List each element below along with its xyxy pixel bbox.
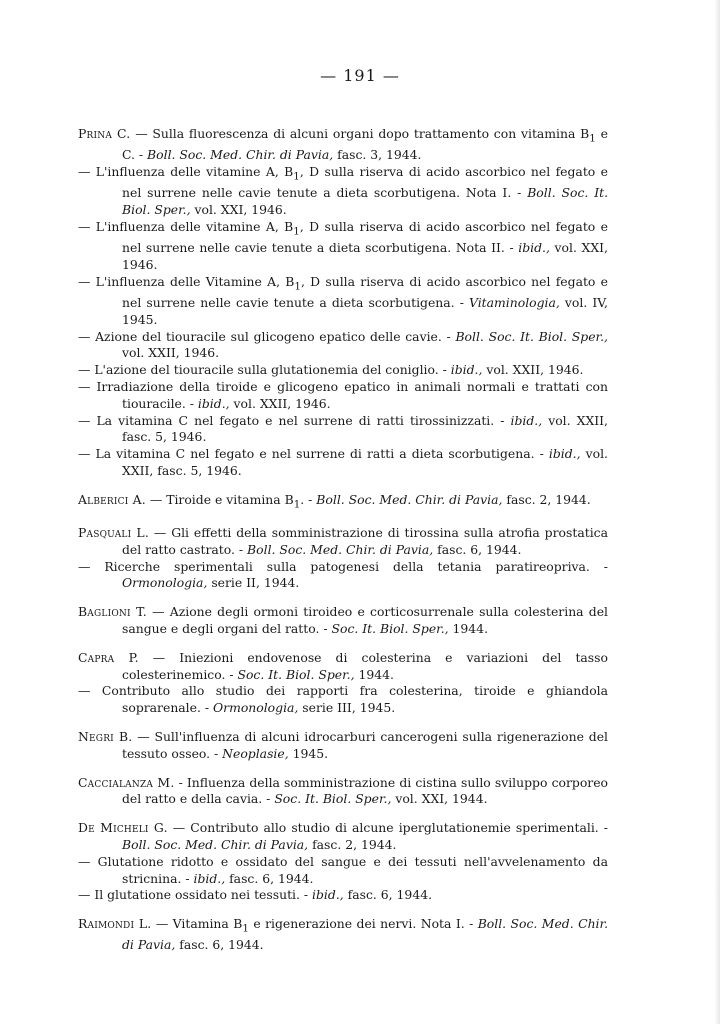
journal-name: ibid., bbox=[510, 412, 543, 428]
reference-line bbox=[78, 525, 608, 559]
reference-text: — Sull'influenza di alcuni idrocarburi cancerogeni sulla rigenerazione del tessuto osseo. - bbox=[122, 729, 608, 761]
reference-text: - Influenza della somministrazione di cistina sullo sviluppo corporeo del ratto e della cavia. - bbox=[122, 774, 608, 807]
author-name: Alberici A. bbox=[78, 491, 146, 507]
subscript: 1 bbox=[294, 280, 301, 293]
reference-detail: fasc. 6, 1944. bbox=[343, 887, 433, 903]
reference-text: — Contributo allo studio dei rapporti fra colesterina, tiroide e ghiandola soprarenale. - bbox=[78, 683, 608, 716]
reference-detail: vol. XXII, fasc. 5, 1946. bbox=[122, 446, 608, 479]
reference-line bbox=[78, 274, 608, 329]
subscript: 1 bbox=[293, 170, 300, 183]
reference-line bbox=[78, 164, 608, 219]
reference-line bbox=[78, 916, 608, 954]
reference-detail: vol. XXI, 1946. bbox=[190, 202, 287, 218]
journal-name: Soc. It. Biol. Sper., bbox=[331, 621, 449, 637]
journal-name: Boll. Soc. It. Biol. Sper., bbox=[455, 328, 608, 344]
reference-text: — Gli effetti della somministrazione di tirossina sulla atrofia prostatica del ratto castrato. - bbox=[122, 525, 608, 557]
journal-name: ibid., bbox=[450, 362, 483, 378]
reference-text: — L'influenza delle vitamine A, B bbox=[78, 218, 294, 234]
journal-name: ibid., bbox=[193, 870, 226, 886]
reference-line bbox=[78, 413, 608, 447]
journal-name: Ormonologia, bbox=[212, 700, 299, 716]
reference-text: — Glutatione ridotto e ossidato del sangue e dei tessuti nell'avvelenamento da stricnina. - bbox=[78, 853, 608, 886]
reference-detail: fasc. 6, 1944. bbox=[225, 870, 314, 886]
reference-detail: 1945. bbox=[288, 745, 329, 761]
reference-text: — Azione degli ormoni tiroideo e corticosurrenale sulla colesterina del sangue e degli organi del ratto. - bbox=[122, 604, 608, 637]
reference-text: , D sulla riserva di acido ascorbico nel fegato e nel surrene nelle cavie tenute a dieta scorbutigena. Nota I. - bbox=[122, 164, 608, 201]
reference-text: — Contributo allo studio di alcune iperglutationemie sperimentali. - bbox=[167, 820, 608, 836]
reference-text: — Il glutatione ossidato nei tessuti. - bbox=[78, 887, 313, 903]
author-name: De Micheli G. bbox=[78, 820, 168, 836]
reference-detail: vol. IV, 1945. bbox=[122, 295, 609, 327]
bibliography-entry bbox=[78, 775, 608, 809]
reference-text: — Tiroide e vitamina B bbox=[145, 491, 294, 507]
reference-text: , D sulla riserva di acido ascorbico nel fegato e nel surrene nelle cavie tenute a dieta scorbutigena. - bbox=[122, 273, 608, 311]
reference-text: — La vitamina C nel fegato e nel surrene di ratti a dieta scorbutigena. - bbox=[78, 446, 549, 462]
author-name: Baglioni T. bbox=[78, 604, 147, 620]
reference-text: — Azione del tiouracile sul glicogeno epatico delle cavie. - bbox=[78, 328, 456, 344]
journal-name: Boll. Soc. It. Biol. Sper., bbox=[122, 185, 609, 218]
reference-detail: vol. XXI, 1946. bbox=[122, 240, 608, 272]
reference-detail: fasc. 6, 1944. bbox=[433, 541, 522, 557]
reference-line bbox=[78, 650, 608, 684]
journal-name: Soc. It. Biol. Sper., bbox=[237, 666, 355, 682]
bibliography-entry bbox=[78, 916, 608, 954]
journal-name: Ormonologia, bbox=[122, 575, 208, 591]
bibliography-entry bbox=[78, 492, 608, 513]
reference-line bbox=[78, 219, 608, 274]
reference-line bbox=[78, 820, 608, 854]
reference-text: — Sulla fluorescenza di alcuni organi dopo trattamento con vitamina B bbox=[130, 126, 590, 141]
reference-detail: vol. XXII, 1946. bbox=[229, 395, 331, 411]
bibliography-entry bbox=[78, 126, 608, 480]
journal-name: Soc. It. Biol. Sper., bbox=[274, 791, 392, 807]
page-number: — 191 — bbox=[320, 66, 400, 85]
reference-detail: 1944. bbox=[354, 666, 394, 682]
reference-text: — La vitamina C nel fegato e nel surrene di ratti tirossinizzati. - bbox=[78, 412, 511, 428]
bibliography-list bbox=[78, 126, 608, 966]
reference-detail: vol. XXI, 1944. bbox=[391, 791, 488, 807]
author-name: Capra P. bbox=[78, 649, 139, 665]
journal-name: ibid., bbox=[548, 446, 581, 462]
journal-name: ibid., bbox=[518, 240, 550, 256]
reference-text: — L'influenza delle Vitamine A, B bbox=[78, 273, 295, 289]
reference-text: e rigenerazione dei nervi. Nota I. - bbox=[248, 916, 478, 932]
subscript: 1 bbox=[589, 132, 596, 145]
reference-detail: fasc. 6, 1944. bbox=[175, 937, 264, 953]
journal-name: Neoplasie, bbox=[222, 745, 289, 761]
reference-line bbox=[78, 329, 608, 363]
journal-name: Boll. Soc. Med. Chir. di Pavia, bbox=[122, 837, 309, 853]
reference-line bbox=[78, 729, 608, 763]
journal-name: Boll. Soc. Med. Chir. di Pavia, bbox=[316, 491, 503, 507]
reference-line bbox=[78, 446, 608, 480]
reference-detail: serie III, 1945. bbox=[298, 700, 396, 716]
reference-text: e C. - bbox=[122, 126, 608, 163]
reference-line bbox=[78, 492, 608, 513]
reference-text: — Vitamina B bbox=[151, 916, 243, 932]
reference-line bbox=[78, 126, 608, 164]
author-name: Raimondi L. bbox=[78, 916, 152, 932]
reference-line bbox=[78, 559, 608, 593]
reference-detail: vol. XXII, 1946. bbox=[122, 345, 220, 361]
reference-text: — Irradiazione della tiroide e glicogeno epatico in animali normali e trattati con tiouracile. - bbox=[78, 379, 608, 411]
author-name: Caccialanza M. bbox=[78, 774, 175, 790]
subscript: 1 bbox=[242, 922, 249, 935]
journal-name: Boll. Soc. Med. Chir. di Pavia, bbox=[147, 147, 334, 163]
reference-line bbox=[78, 775, 608, 809]
bibliography-entry bbox=[78, 525, 608, 592]
reference-detail: fasc. 2, 1944. bbox=[502, 491, 591, 507]
reference-line bbox=[78, 604, 608, 638]
reference-line bbox=[78, 362, 608, 379]
reference-detail: vol. XXII, 1946. bbox=[482, 362, 584, 378]
bibliography-entry bbox=[78, 729, 608, 763]
reference-text: — Iniezioni endovenose di colesterina e variazioni del tasso colesterinemico. - bbox=[122, 649, 608, 682]
reference-text: — L'influenza delle vitamine A, B bbox=[78, 164, 294, 180]
reference-text: — Ricerche sperimentali sulla patogenesi della tetania paratireopriva. - bbox=[78, 558, 608, 574]
reference-text: . - bbox=[300, 491, 317, 507]
bibliography-entry bbox=[78, 650, 608, 717]
reference-line bbox=[78, 683, 608, 717]
author-name: Pasquali L. bbox=[78, 525, 149, 541]
reference-line bbox=[78, 854, 608, 888]
reference-text: — L'azione del tiouracile sulla glutationemia del coniglio. - bbox=[78, 362, 451, 378]
reference-detail: serie II, 1944. bbox=[207, 575, 300, 591]
journal-name: Boll. Soc. Med. Chir. di Pavia, bbox=[247, 541, 434, 557]
bibliography-entry bbox=[78, 820, 608, 904]
bibliography-entry bbox=[78, 604, 608, 638]
author-name: Negri B. bbox=[78, 729, 133, 745]
reference-line bbox=[78, 887, 608, 904]
journal-name: ibid., bbox=[197, 395, 230, 411]
reference-line bbox=[78, 379, 608, 413]
reference-detail: vol. XXII, fasc. 5, 1946. bbox=[122, 412, 608, 445]
page-edge-shadow bbox=[714, 0, 720, 1024]
reference-detail: fasc. 3, 1944. bbox=[333, 147, 422, 163]
subscript: 1 bbox=[293, 498, 301, 511]
author-name: Prina C. bbox=[78, 126, 131, 141]
reference-detail: fasc. 2, 1944. bbox=[308, 837, 397, 853]
reference-detail: 1944. bbox=[448, 621, 489, 637]
journal-name: Vitaminologia, bbox=[468, 295, 560, 311]
reference-text: , D sulla riserva di acido ascorbico nel fegato e nel surrene nelle cavie tenute a dieta scorbutigena. Nota II. - bbox=[122, 218, 608, 256]
journal-name: Boll. Soc. Med. Chir. di Pavia, bbox=[122, 916, 609, 953]
subscript: 1 bbox=[293, 225, 300, 238]
journal-name: ibid., bbox=[312, 887, 344, 903]
